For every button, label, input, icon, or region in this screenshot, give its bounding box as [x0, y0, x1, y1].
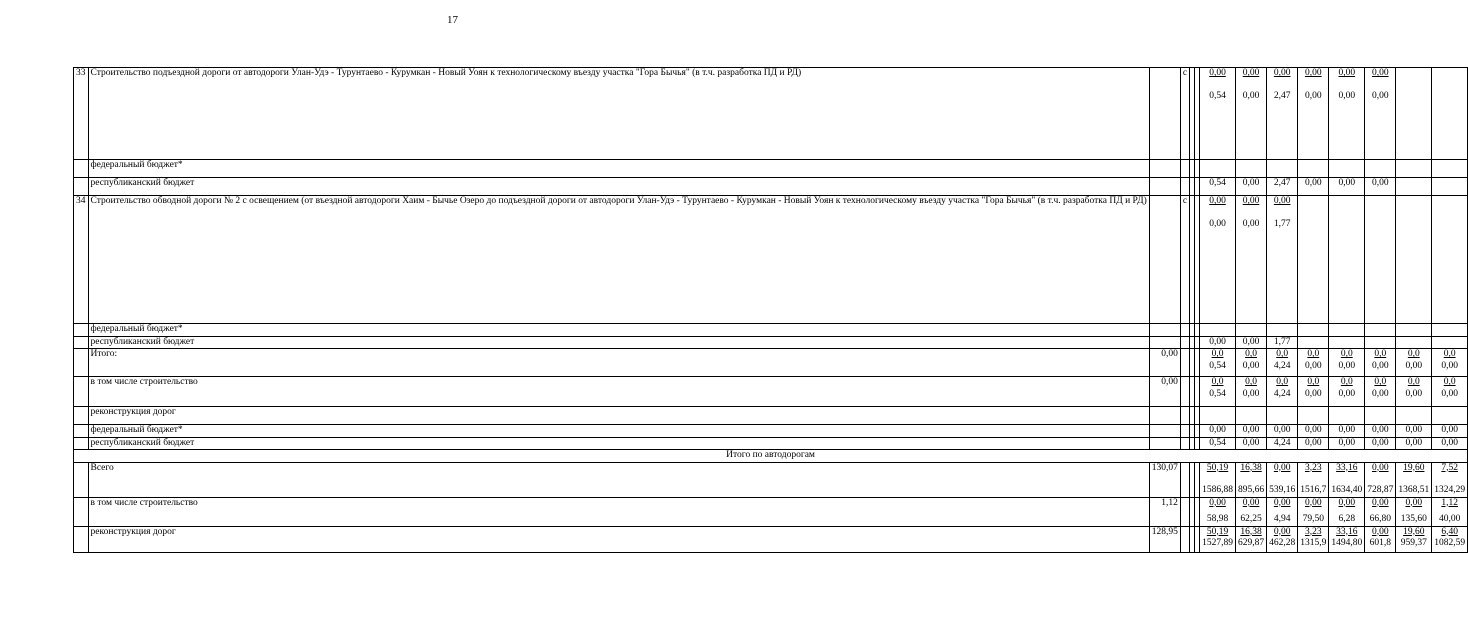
value-text: 0,00 [1242, 68, 1260, 78]
value-text: 4,24 [1273, 388, 1291, 399]
value-text: 0,00 [1242, 196, 1260, 206]
value-cell [1329, 377, 1365, 407]
row-number: 33 [74, 68, 89, 160]
value-cell [1267, 196, 1298, 324]
value-text: 0,00 [1338, 360, 1356, 371]
value-text: 895,66 [1237, 485, 1265, 495]
empty-cell [74, 324, 89, 337]
value-cell [1329, 68, 1365, 160]
value-text: 1324,29 [1434, 485, 1466, 495]
value-cell [1365, 462, 1396, 497]
table-row [74, 349, 1468, 377]
value-cell: 0,00 [1365, 178, 1396, 196]
empty-cell [1200, 407, 1236, 425]
empty-cell [1329, 336, 1365, 349]
value-cell: 0,00 [1365, 425, 1396, 438]
value-cell [1432, 377, 1468, 407]
value-text: 0,0 [1276, 377, 1289, 387]
table-row [74, 407, 1468, 425]
value-text: 66,80 [1369, 514, 1391, 524]
empty-cell [1298, 160, 1329, 178]
value-text: 58,98 [1206, 514, 1229, 524]
empty-cell [1149, 407, 1180, 425]
value-text: 0,00 [1405, 360, 1423, 371]
value-text: 0,00 [1441, 360, 1458, 371]
value-text: 0,0 [1374, 349, 1387, 359]
empty-cell [1180, 425, 1189, 438]
empty-cell [1396, 178, 1432, 196]
value-text: 0,00 [1242, 497, 1260, 508]
value-text: 0,0 [1307, 377, 1320, 387]
value-text: 40,00 [1438, 514, 1461, 524]
empty-cell [1180, 437, 1189, 450]
value-cell: 0,00 [1329, 425, 1365, 438]
value-cell [1267, 377, 1298, 407]
value-cell [1235, 497, 1266, 526]
empty-cell [1149, 336, 1180, 349]
value-text: 1368,51 [1398, 485, 1430, 495]
table-row [74, 68, 1468, 160]
value-text: 0,0 [1443, 349, 1456, 359]
value-text: 0,00 [1371, 90, 1389, 101]
value-cell [1267, 462, 1298, 497]
value-cell: 0,00 [1432, 425, 1468, 438]
value-text: 0,00 [1441, 388, 1458, 399]
value-text: 0,00 [1242, 360, 1260, 371]
empty-cell [1432, 196, 1468, 324]
value-cell [1329, 462, 1365, 497]
value-text: 0,0 [1211, 377, 1224, 387]
value-text: 0,00 [1304, 90, 1322, 101]
value-cell [1200, 526, 1236, 552]
table-row [74, 196, 1468, 324]
value-text: 62,25 [1240, 514, 1262, 524]
value-cell [1365, 526, 1396, 552]
value-text: 1,12 [1441, 497, 1458, 508]
value-text: 0,00 [1405, 497, 1423, 508]
empty-cell [1180, 462, 1189, 497]
value-cell: 0,00 [1298, 178, 1329, 196]
value-text: 50,19 [1206, 526, 1229, 537]
row-number: 34 [74, 196, 89, 324]
value-text: 0,00 [1209, 196, 1226, 206]
subtotal-amount: 0,00 [1149, 349, 1180, 377]
value-cell: 0,00 [1298, 437, 1329, 450]
value-text: 0,0 [1340, 377, 1353, 387]
empty-cell [74, 497, 89, 526]
empty-cell [1396, 196, 1432, 324]
value-cell [1298, 68, 1329, 160]
table-row [74, 437, 1468, 450]
table-row [74, 425, 1468, 438]
empty-cell [1298, 407, 1329, 425]
value-cell [1267, 68, 1298, 160]
empty-cell [1149, 178, 1180, 196]
empty-cell [1329, 324, 1365, 337]
republic-budget-label: республиканский бюджет [88, 437, 1149, 450]
value-cell [1365, 377, 1396, 407]
empty-cell [1180, 324, 1189, 337]
empty-cell [74, 377, 89, 407]
value-text: 0,00 [1273, 196, 1291, 206]
summary-amount: 130,07 [1149, 462, 1180, 497]
empty-cell [1365, 324, 1396, 337]
value-text: 0,0 [1407, 349, 1420, 359]
empty-cell [1180, 178, 1189, 196]
value-text: 0,0 [1245, 377, 1257, 387]
subtotal-amount: 0,00 [1149, 377, 1180, 407]
subtotal-reconstruction-label: реконструкция дорог [88, 407, 1149, 425]
value-text: 50,19 [1206, 462, 1229, 473]
value-text: 0,00 [1338, 388, 1356, 399]
value-text: 1315,9 [1300, 538, 1327, 548]
value-cell: 0,00 [1235, 336, 1266, 349]
value-text: 0,00 [1242, 218, 1260, 229]
empty-cell [1396, 160, 1432, 178]
value-text: 7,52 [1441, 462, 1458, 473]
empty-cell [1200, 324, 1236, 337]
value-text: 0,00 [1371, 497, 1389, 508]
value-text: 16,38 [1240, 526, 1262, 537]
empty-cell [1365, 160, 1396, 178]
republic-budget-label: республиканский бюджет [88, 178, 1149, 196]
section-title: Итого по автодорогам [74, 450, 1468, 463]
value-cell: 0,00 [1329, 437, 1365, 450]
empty-cell [1365, 336, 1396, 349]
value-text: 1082,59 [1434, 538, 1466, 548]
empty-cell [1149, 425, 1180, 438]
value-cell [1200, 196, 1236, 324]
value-cell [1267, 349, 1298, 377]
empty-cell [1180, 349, 1189, 377]
value-cell [1365, 68, 1396, 160]
value-cell [1432, 462, 1468, 497]
value-text: 0,00 [1371, 68, 1389, 78]
empty-cell [1432, 68, 1468, 160]
value-cell [1365, 497, 1396, 526]
value-cell: 4,24 [1267, 437, 1298, 450]
republic-budget-label: республиканский бюджет [88, 336, 1149, 349]
value-cell [1200, 377, 1236, 407]
value-text: 0,54 [1209, 388, 1226, 399]
item-mark: с [1180, 68, 1189, 160]
empty-cell [1180, 497, 1189, 526]
value-text: 4,94 [1273, 514, 1291, 524]
value-cell [1235, 68, 1266, 160]
value-cell [1235, 349, 1266, 377]
empty-cell [1365, 196, 1396, 324]
empty-cell [1235, 324, 1266, 337]
table-body [74, 68, 1468, 553]
empty-cell [1180, 336, 1189, 349]
item-name: Строительство подъездной дороги от автодороги Улан-Удэ - Турунтаево - Курумкан - Новый Уоян к технологическому въезду участка "Гора Бычья" (в т.ч. разработка ПД и РД) [88, 68, 1149, 160]
value-text: 0,0 [1276, 349, 1289, 359]
table-row [74, 450, 1468, 463]
value-text: 1634,40 [1331, 485, 1363, 495]
value-cell: 0,00 [1267, 425, 1298, 438]
empty-cell [1329, 407, 1365, 425]
empty-cell [1180, 407, 1189, 425]
value-cell [1432, 497, 1468, 526]
subtotal-label: Итого: [88, 349, 1149, 377]
empty-cell [74, 437, 89, 450]
empty-cell [1149, 196, 1180, 324]
value-cell [1267, 497, 1298, 526]
value-cell [1432, 349, 1468, 377]
value-text: 6,40 [1441, 526, 1458, 537]
value-text: 0,00 [1371, 526, 1389, 537]
value-cell: 0,00 [1298, 425, 1329, 438]
empty-cell [1329, 160, 1365, 178]
empty-cell [74, 462, 89, 497]
value-cell [1432, 526, 1468, 552]
value-text: 135,60 [1400, 514, 1427, 524]
table-row [74, 497, 1468, 526]
empty-cell [1200, 160, 1236, 178]
value-cell: 0,00 [1329, 178, 1365, 196]
value-text: 0,00 [1371, 388, 1389, 399]
federal-budget-label: федеральный бюджет* [88, 425, 1149, 438]
value-text: 16,38 [1240, 462, 1262, 473]
value-cell [1200, 68, 1236, 160]
value-text: 0,0 [1211, 349, 1224, 359]
value-text: 0,00 [1371, 462, 1389, 473]
empty-cell [1432, 336, 1468, 349]
empty-cell [74, 349, 89, 377]
value-text: 19,60 [1403, 462, 1425, 473]
empty-cell [1298, 324, 1329, 337]
value-text: 0,54 [1209, 90, 1226, 101]
table-row [74, 526, 1468, 552]
value-cell [1298, 349, 1329, 377]
value-text: 33,16 [1336, 462, 1358, 473]
value-text: 0,00 [1273, 497, 1291, 508]
value-cell: 0,00 [1432, 437, 1468, 450]
value-text: 0,00 [1338, 497, 1356, 508]
value-text: 4,24 [1273, 360, 1291, 371]
empty-cell [1149, 160, 1180, 178]
empty-cell [74, 425, 89, 438]
value-cell: 0,00 [1200, 336, 1236, 349]
value-cell: 0,00 [1365, 437, 1396, 450]
value-text: 0,00 [1209, 218, 1226, 229]
value-cell [1267, 526, 1298, 552]
empty-cell [1432, 178, 1468, 196]
value-text: 0,0 [1340, 349, 1353, 359]
empty-cell [1396, 407, 1432, 425]
empty-cell [1329, 196, 1365, 324]
value-text: 728,87 [1367, 485, 1394, 495]
empty-cell [1180, 160, 1189, 178]
value-text: 539,16 [1269, 485, 1296, 495]
value-text: 0,00 [1304, 68, 1322, 78]
empty-cell [1365, 407, 1396, 425]
value-text: 0,00 [1209, 497, 1226, 508]
empty-cell [74, 407, 89, 425]
value-text: 0,00 [1371, 360, 1389, 371]
value-text: 0,00 [1273, 526, 1291, 537]
item-name: Строительство обводной дороги № 2 с освещением (от въездной автодороги Хаим - Бычье Озеро до подъездной дороги от автодороги Улан-Удэ - Турунтаево - Курумкан - Новый Уоян к технологическому въезду участка "Гора Бычья" (в т.ч. разработка ПД и РД) [88, 196, 1149, 324]
value-text: 0,0 [1245, 349, 1257, 359]
subtotal-construction-label: в том числе строительство [88, 377, 1149, 407]
value-text: 462,28 [1269, 538, 1296, 548]
value-cell: 2,47 [1267, 178, 1298, 196]
value-cell: 0,00 [1235, 178, 1266, 196]
value-cell [1298, 377, 1329, 407]
value-text: 0,00 [1338, 68, 1356, 78]
value-cell: 0,00 [1396, 425, 1432, 438]
value-cell: 0,54 [1200, 437, 1236, 450]
table-row [74, 336, 1468, 349]
empty-cell [74, 336, 89, 349]
value-text: 79,50 [1302, 514, 1324, 524]
table-row [74, 160, 1468, 178]
value-text: 0,54 [1209, 360, 1226, 371]
value-cell [1365, 349, 1396, 377]
summary-amount: 128,95 [1149, 526, 1180, 552]
value-text: 6,28 [1338, 514, 1356, 524]
value-cell [1396, 462, 1432, 497]
summary-amount: 1,12 [1149, 497, 1180, 526]
federal-budget-label: федеральный бюджет* [88, 160, 1149, 178]
table-row [74, 178, 1468, 196]
empty-cell [1267, 160, 1298, 178]
value-text: 629,87 [1237, 538, 1265, 548]
summary-label: реконструкция дорог [88, 526, 1149, 552]
value-cell [1396, 377, 1432, 407]
empty-cell [1396, 324, 1432, 337]
value-cell [1298, 497, 1329, 526]
empty-cell [1298, 196, 1329, 324]
empty-cell [1235, 407, 1266, 425]
empty-cell [1396, 336, 1432, 349]
value-text: 0,0 [1307, 349, 1320, 359]
value-text: 0,00 [1304, 360, 1322, 371]
value-cell [1329, 497, 1365, 526]
summary-label: Всего [88, 462, 1149, 497]
value-text: 1494,80 [1331, 538, 1363, 548]
value-text: 0,00 [1405, 388, 1423, 399]
value-cell [1235, 526, 1266, 552]
empty-cell [1432, 160, 1468, 178]
value-text: 0,00 [1242, 90, 1260, 101]
value-cell [1329, 349, 1365, 377]
value-cell: 0,54 [1200, 178, 1236, 196]
value-text: 19,60 [1403, 526, 1425, 537]
value-cell: 0,00 [1396, 437, 1432, 450]
empty-cell [1149, 437, 1180, 450]
value-text: 1,77 [1273, 218, 1291, 229]
table-row [74, 462, 1468, 497]
value-cell [1200, 462, 1236, 497]
value-cell [1396, 526, 1432, 552]
value-cell [1396, 349, 1432, 377]
value-text: 3,23 [1304, 526, 1322, 537]
empty-cell [1432, 407, 1468, 425]
value-text: 0,0 [1443, 377, 1456, 387]
table-row [74, 324, 1468, 337]
value-text: 1586,88 [1202, 485, 1233, 495]
value-cell [1200, 497, 1236, 526]
empty-cell [74, 526, 89, 552]
empty-cell [1180, 526, 1189, 552]
value-text: 0,00 [1273, 68, 1291, 78]
empty-cell [1180, 377, 1189, 407]
empty-cell [74, 178, 89, 196]
value-text: 0,00 [1273, 462, 1291, 473]
roads-financing-table [73, 67, 1468, 553]
empty-cell [1432, 324, 1468, 337]
value-cell [1200, 349, 1236, 377]
value-cell [1235, 462, 1266, 497]
value-cell [1298, 526, 1329, 552]
value-cell: 0,00 [1235, 437, 1266, 450]
value-text: 1527,89 [1202, 538, 1233, 548]
item-mark: с [1180, 196, 1189, 324]
table-row [74, 377, 1468, 407]
federal-budget-label: федеральный бюджет* [88, 324, 1149, 337]
value-text: 0,0 [1407, 377, 1420, 387]
value-text: 3,23 [1304, 462, 1322, 473]
value-text: 2,47 [1273, 90, 1291, 101]
value-text: 959,37 [1400, 538, 1427, 548]
value-text: 33,16 [1336, 526, 1358, 537]
value-cell [1235, 196, 1266, 324]
value-cell: 0,00 [1200, 425, 1236, 438]
value-text: 1516,7 [1300, 485, 1327, 495]
value-cell: 0,00 [1235, 425, 1266, 438]
value-text: 0,00 [1209, 68, 1226, 78]
empty-cell [1149, 68, 1180, 160]
value-text: 0,00 [1242, 388, 1260, 399]
empty-cell [1267, 407, 1298, 425]
empty-cell [1235, 160, 1266, 178]
empty-cell [74, 160, 89, 178]
empty-cell [1267, 324, 1298, 337]
page-number: 17 [447, 14, 458, 26]
value-cell [1396, 497, 1432, 526]
value-text: 0,00 [1304, 497, 1322, 508]
summary-label: в том числе строительство [88, 497, 1149, 526]
empty-cell [1298, 336, 1329, 349]
value-text: 0,00 [1338, 90, 1356, 101]
empty-cell [1396, 68, 1432, 160]
empty-cell [1149, 324, 1180, 337]
value-text: 0,0 [1374, 377, 1387, 387]
value-text: 0,00 [1304, 388, 1322, 399]
value-cell [1235, 377, 1266, 407]
value-cell: 1,77 [1267, 336, 1298, 349]
value-cell [1329, 526, 1365, 552]
value-cell [1298, 462, 1329, 497]
value-text: 601,8 [1369, 538, 1391, 548]
